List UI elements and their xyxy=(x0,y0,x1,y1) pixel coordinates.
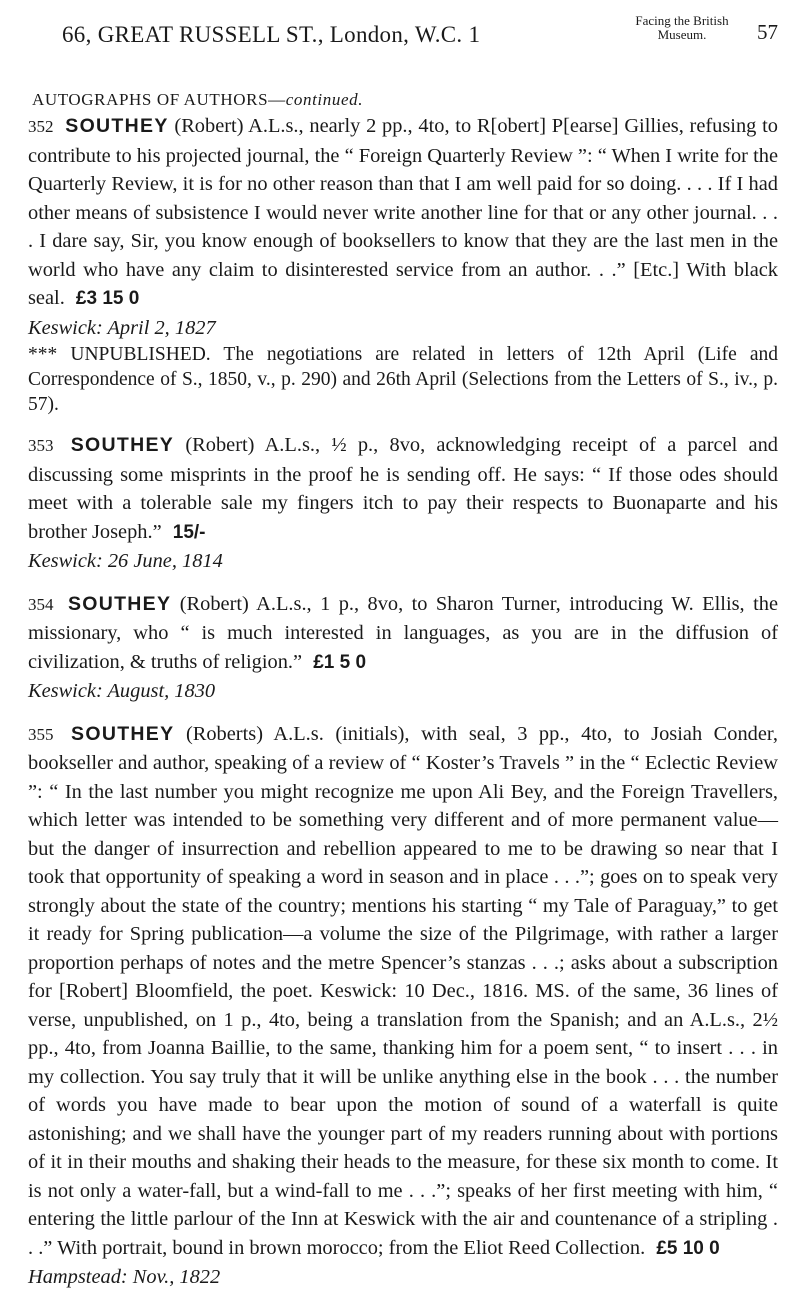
catalogue-entry xyxy=(28,720,778,1292)
entry-text xyxy=(28,112,778,314)
page-header xyxy=(28,14,778,60)
author-name: SOUTHEY xyxy=(70,434,175,456)
place-date: Keswick: 26 June, 1814 xyxy=(28,550,223,572)
shop-address: 66, GREAT RUSSELL ST., London, W.C. 1 xyxy=(62,22,481,47)
lot-number: 355 xyxy=(28,724,54,744)
place-date: Hampstead: Nov., 1822 xyxy=(28,1266,221,1288)
entry-description: (Robert) A.L.s., 1 p., 8vo, to Sharon Turner, introducing W. Ellis, the missionary, who “ is much interested in languages, as you are in the diffusion of civilization, & truths of religion.” xyxy=(28,592,778,673)
author-name: SOUTHEY xyxy=(71,722,175,745)
author-name: SOUTHEY xyxy=(67,592,172,615)
lot-number: 353 xyxy=(28,436,54,455)
price: £5 10 0 xyxy=(656,1237,720,1259)
facing-note: Facing the British Museum. xyxy=(635,13,729,42)
page-number: 57 xyxy=(757,20,778,44)
entry-description: (Robert) A.L.s., nearly 2 pp., 4to, to R[obert] P[earse] Gillies, refusing to contribute to his projected journal, the “ Foreign Quarterly Review ”: “ When I write for the Quarterly Review, it is for no other reason than that I am well paid for so doing. . . . If I had other means of subsistence I would never write another line for that or any other journal. . . . I dare say, Sir, you know enough of booksellers to know that they are the last men in the world who have any claim to disinterested service from an author. . .” [Etc.] With black seal. xyxy=(28,115,778,309)
catalogue-entry xyxy=(28,431,778,576)
entry-text xyxy=(28,590,778,678)
section-title-text: AUTOGRAPHS OF AUTHORS— xyxy=(32,90,286,109)
section-title xyxy=(32,90,778,110)
entry-text xyxy=(28,431,778,547)
price: £1 5 0 xyxy=(313,651,367,673)
lot-number: 352 xyxy=(28,117,54,136)
lot-number: 354 xyxy=(28,594,54,614)
section-continued: continued. xyxy=(285,90,364,109)
entry-description: (Roberts) A.L.s. (initials), with seal, 3 pp., 4to, to Josiah Conder, bookseller and author, speaking of a review of “ Koster’s Travels ” in the “ Eclectic Review ”: “ In the last number you might recognize me upon Ali Bey, and the Foreign Travellers, which letter was intended to be something very different and of more permanent value—but the danger of insurrection and rebellion appeared to me to be drawing so near that I took that opportunity of speaking a word in season and in place . . .”; goes on to speak very strongly about the state of the country; mentions his starting “ my Tale of Paraguay,” to get it ready for Spring publication—a volume the size of the Pilgrimage, with rather a larger proportion perhaps of notes and the metre Spencer’s stanzas . . .; asks about a subscription for [Robert] Bloomfield, the poet. Keswick: 10 Dec., 1816. MS. of the same, 36 lines of verse, unpublished, on 1 p., 4to, being a translation from the Spanish; and an A.L.s., 2½ pp., 4to, from Joanna Baillie, to the same, thanking him for a poem sent, “ to insert . . . in my collection. You say truly that it will be unlike anything else in the book . . . the number of words you have made to bear upon the motion of sound of a waterfall is quite astonishing; and we shall have the younger part of my readers running about with portions of it in their mouths and shaking their heads to the measure, for these six month to come. It is not only a water-fall, but a wind-fall to me . . .”; speaks of her first meeting with him, “ entering the little parlour of the Inn at Keswick with the air and countenance of a stripling . . .” With portrait, bound in brown morocco; from the Eliot Reed Collection. xyxy=(28,722,778,1259)
place-date: Keswick: August, 1830 xyxy=(28,680,216,702)
place-date: Keswick: April 2, 1827 xyxy=(28,316,216,339)
entry-description: (Robert) A.L.s., ½ p., 8vo, acknowledging receipt of a parcel and discussing some misprints in the proof he is sending off. He says: “ If those odes should meet with a tolerable sale my fingers itch to pay their respects to Buonaparte and his brother Joseph.” xyxy=(28,434,778,543)
entry-note: *** UNPUBLISHED. The negotiations are related in letters of 12th April (Life and Correspondence of S., 1850, v., p. 290) and 26th April (Selections from the Letters of S., iv., p. 57). xyxy=(28,344,778,415)
entry-text xyxy=(28,720,778,1264)
price: £3 15 0 xyxy=(75,288,140,309)
catalogue-entry xyxy=(28,590,778,706)
author-name: SOUTHEY xyxy=(65,115,169,137)
price: 15/- xyxy=(172,521,206,543)
catalogue-entry xyxy=(28,112,778,417)
